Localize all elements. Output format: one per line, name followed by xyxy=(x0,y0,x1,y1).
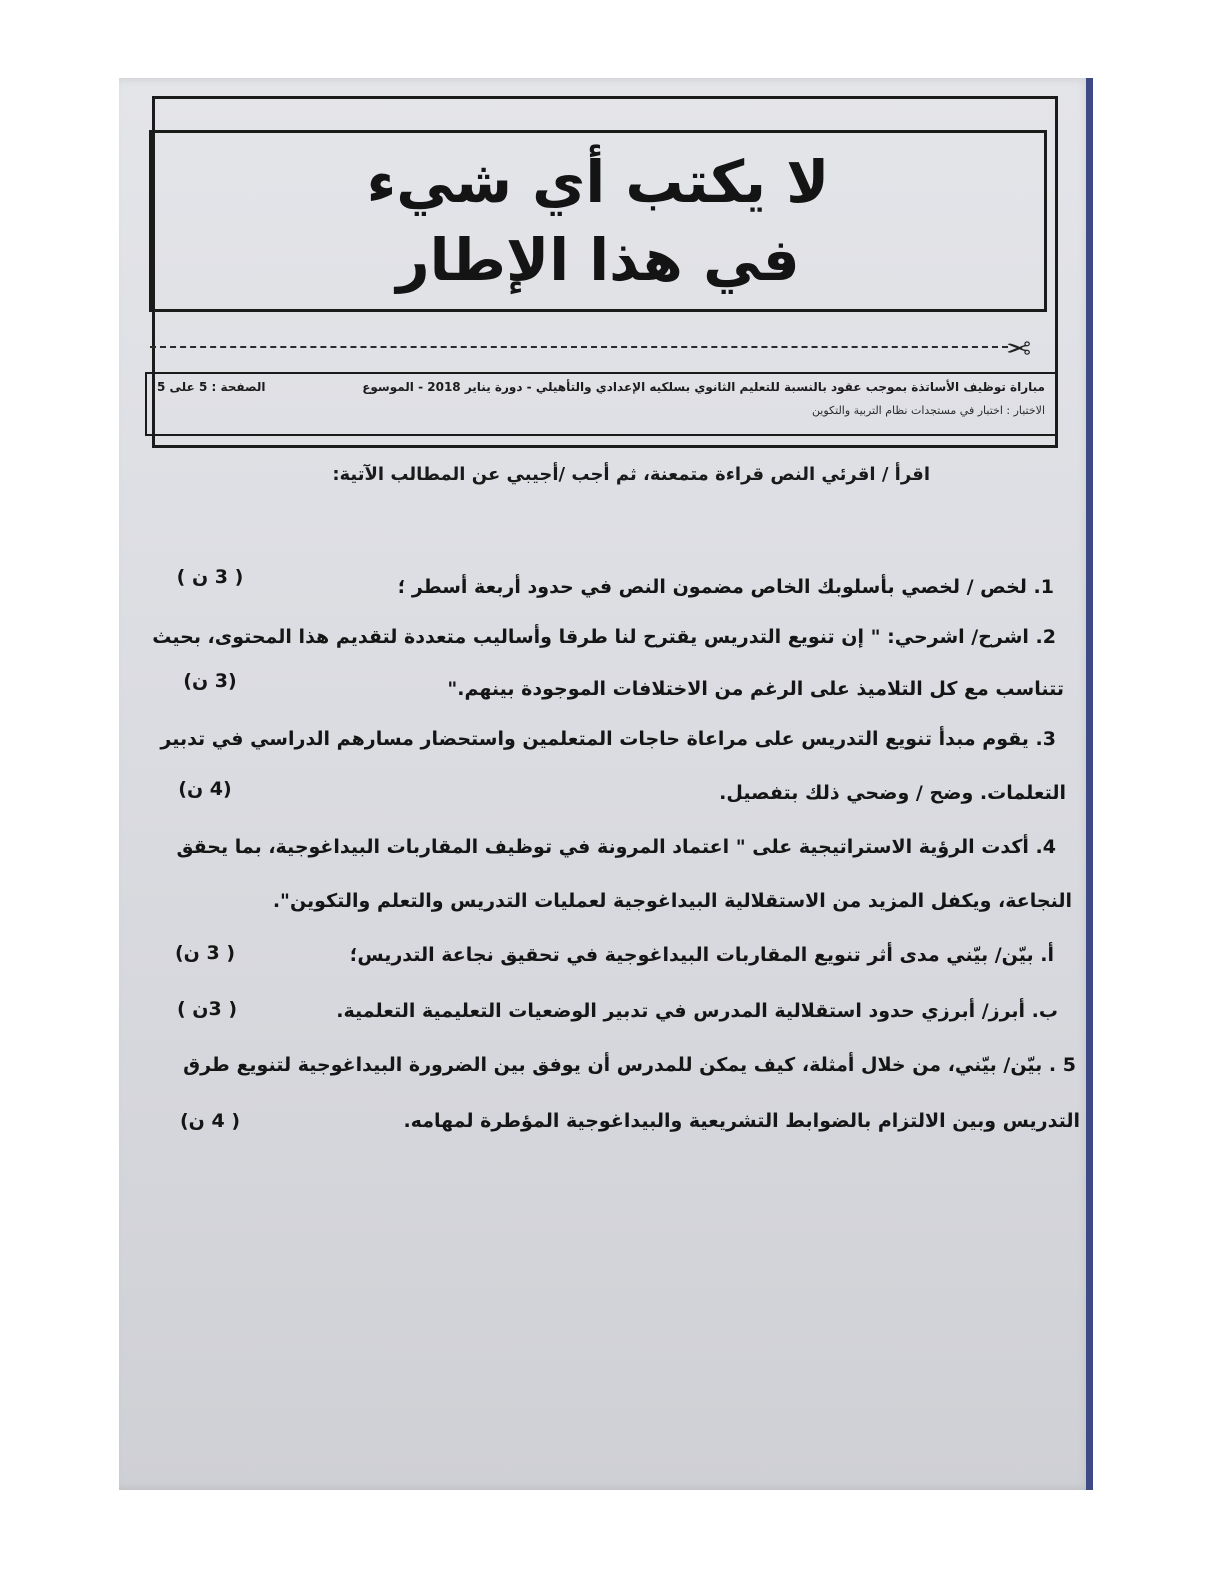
points-4b: ( 3ن ) xyxy=(176,998,238,1020)
no-writing-line2: في هذا الإطار xyxy=(396,226,800,294)
question-3-line1: 3. يقوم مبدأ تنويع التدريس على مراعاة حاجات المتعلمين واستحضار مسارهم الدراسي في تدبير xyxy=(160,728,1056,750)
points-3: (4 ن) xyxy=(178,778,232,800)
question-5-line2: التدريس وبين الالتزام بالضوابط التشريعية والبيداغوجية المؤطرة لمهامه. xyxy=(403,1110,1080,1132)
cut-line xyxy=(150,346,1008,348)
points-1: ( 3 ن ) xyxy=(176,566,244,588)
question-4-line1: 4. أكدت الرؤية الاستراتيجية على " اعتماد المرونة في توظيف المقاربات البيداغوجية، بما يحقق xyxy=(176,836,1056,858)
no-writing-box xyxy=(149,130,1047,312)
points-4a: ( 3 ن) xyxy=(174,942,236,964)
outer-frame-bottom xyxy=(152,445,1058,448)
page-number: الصفحة : 5 على 5 xyxy=(157,380,266,394)
question-2-line2: تتناسب مع كل التلاميذ على الرغم من الاختلافات الموجودة بينهم." xyxy=(447,678,1064,700)
exam-info-box xyxy=(145,372,1057,436)
question-4a: أ. بيّن/ بيّني مدى أثر تنويع المقاربات البيداغوجية في تحقيق نجاعة التدريس؛ xyxy=(349,944,1054,966)
exam-subject: الاختبار : اختبار في مستجدات نظام التربية والتكوين xyxy=(811,404,1045,417)
question-5-line1: 5 . بيّن/ بيّني، من خلال أمثلة، كيف يمكن للمدرس أن يوفق بين الضرورة البيداغوجية لتنويع طرق xyxy=(183,1054,1076,1076)
background-edge xyxy=(1086,78,1093,1490)
question-2-line1: 2. اشرح/ اشرحي: " إن تنويع التدريس يقترح لنا طرقا وأساليب متعددة لتقديم هذا المحتوى، بحيث xyxy=(152,626,1056,648)
question-1: 1. لخص / لخصي بأسلوبك الخاص مضمون النص في حدود أربعة أسطر ؛ xyxy=(397,576,1054,598)
question-4b: ب. أبرز/ أبرزي حدود استقلالية المدرس في تدبير الوضعيات التعليمية التعلمية. xyxy=(336,1000,1058,1022)
points-5: ( 4 ن) xyxy=(179,1110,241,1132)
exam-title: مباراة توظيف الأساتذة بموجب عقود بالنسبة للتعليم الثانوي بسلكيه الإعدادي والتأهيلي - دورة يناير 2018 - الموسوع xyxy=(362,380,1045,394)
points-2: (3 ن) xyxy=(183,670,237,692)
instruction: اقرأ / اقرئي النص قراءة متمعنة، ثم أجب /أجيبي عن المطالب الآتية: xyxy=(332,464,930,485)
question-3-line2: التعلمات. وضح / وضحي ذلك بتفصيل. xyxy=(719,782,1066,804)
question-4-line2: النجاعة، ويكفل المزيد من الاستقلالية البيداغوجية لعمليات التدريس والتعلم والتكوين". xyxy=(272,890,1072,912)
no-writing-line1: لا يكتب أي شيء xyxy=(366,148,830,216)
scissors-icon: ✂ xyxy=(1006,332,1032,367)
